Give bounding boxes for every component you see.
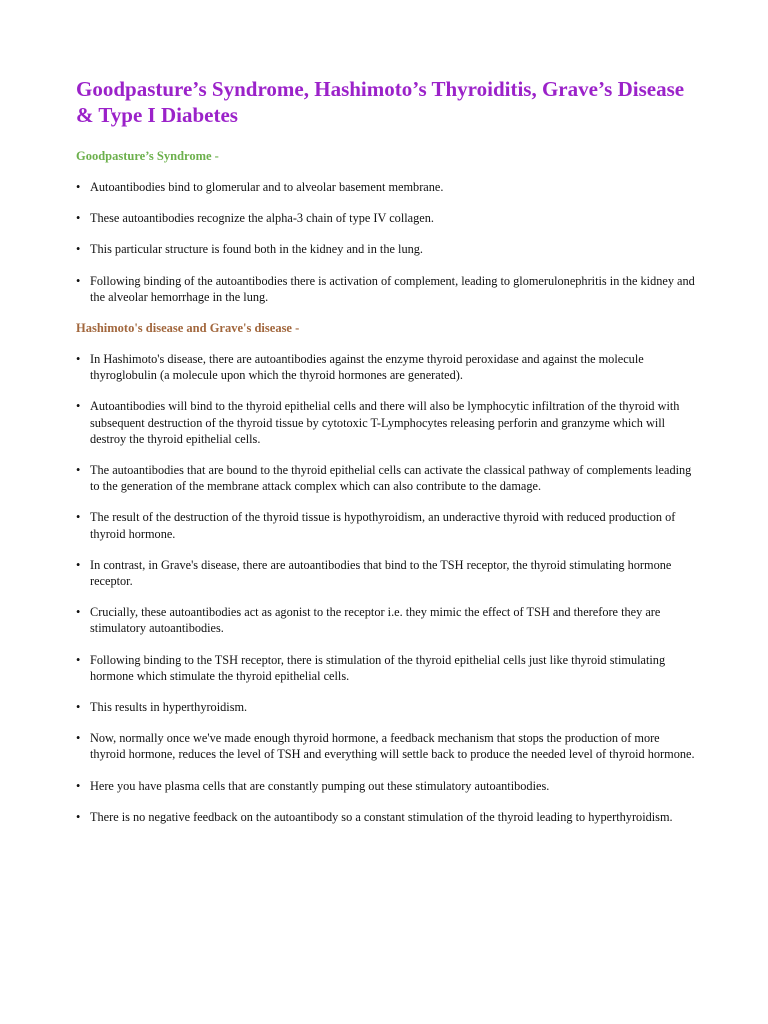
document-title: Goodpasture’s Syndrome, Hashimoto’s Thyroiditis, Grave’s Disease & Type I Diabetes <box>76 77 685 127</box>
bullet-point-icon: • <box>76 700 81 715</box>
list-item-text: In Hashimoto's disease, there are autoantibodies against the enzyme thyroid peroxidase and against the molecule thyroglobulin (a molecule upon which the thyroid hormones are generated). <box>90 352 644 383</box>
list-item-text: Crucially, these autoantibodies act as agonist to the receptor i.e. they mimic the effect of TSH and therefore they are stimulatory autoantibodies. <box>90 605 661 636</box>
section-heading-hashimoto-and-graves: Hashimoto's disease and Grave's disease - <box>76 321 300 336</box>
list-item <box>76 604 698 636</box>
bullet-point-icon: • <box>76 557 81 572</box>
list-item <box>76 210 698 226</box>
list-item <box>76 462 698 494</box>
list-item <box>76 652 698 684</box>
list-item <box>76 179 698 195</box>
list-item-text: The autoantibodies that are bound to the thyroid epithelial cells can activate the classical pathway of complements leading to the generation of the membrane attack complex which can also contribute to the damage. <box>90 463 692 494</box>
bullet-point-icon: • <box>76 399 81 414</box>
list-item-text: This particular structure is found both in the kidney and in the lung. <box>90 242 423 257</box>
bullet-point-icon: • <box>76 463 81 478</box>
list-item-text: These autoantibodies recognize the alpha-3 chain of type IV collagen. <box>90 211 434 226</box>
list-item <box>76 241 698 257</box>
thyroid-bullet-list <box>76 351 698 825</box>
list-item-text: In contrast, in Grave's disease, there are autoantibodies that bind to the TSH receptor, the thyroid stimulating hormone receptor. <box>90 557 672 589</box>
bullet-point-icon: • <box>76 180 81 194</box>
list-item-text: Autoantibodies will bind to the thyroid epithelial cells and there will also be lymphocytic infiltration of the thyroid with subsequent destruction of the thyroid tissue by cytotoxic T-Lymphocytes releasing perforin and granzyme which will destroy the thyroid epithelial cells. <box>90 399 680 446</box>
section-heading-goodpastures-syndrome: Goodpasture’s Syndrome - <box>76 149 219 163</box>
bullet-point-icon: • <box>76 242 81 257</box>
goodpasture-bullet-list <box>76 179 698 305</box>
list-item <box>76 557 698 589</box>
list-item <box>76 809 698 825</box>
list-item <box>76 398 698 447</box>
list-item-text: Here you have plasma cells that are constantly pumping out these stimulatory autoantibodies. <box>90 778 550 793</box>
list-item-text: This results in hyperthyroidism. <box>90 700 248 715</box>
list-item-text: Now, normally once we've made enough thyroid hormone, a feedback mechanism that stops the production of more thyroid hormone, reduces the level of TSH and everything will settle back to produce the needed level of thyroid hormone. <box>90 731 695 762</box>
list-item-text: There is no negative feedback on the autoantibody so a constant stimulation of the thyroid leading to hyperthyroidism. <box>90 809 673 824</box>
list-item-text: Following binding of the autoantibodies there is activation of complement, leading to glomerulonephritis in the kidney and the alveolar hemorrhage in the lung. <box>90 273 695 304</box>
bullet-point-icon: • <box>76 778 81 793</box>
list-item-text: The result of the destruction of the thyroid tissue is hypothyroidism, an underactive thyroid with reduced production of thyroid hormone. <box>90 510 676 541</box>
list-item <box>76 509 698 541</box>
list-item <box>76 273 698 305</box>
bullet-point-icon: • <box>76 731 81 746</box>
list-item <box>76 351 698 383</box>
bullet-point-icon: • <box>76 652 81 667</box>
bullet-point-icon: • <box>76 211 81 226</box>
bullet-point-icon: • <box>76 809 81 824</box>
list-item <box>76 778 698 794</box>
list-item-text: Following binding to the TSH receptor, there is stimulation of the thyroid epithelial cells just like thyroid stimulating hormone which stimulate the thyroid epithelial cells. <box>90 652 666 683</box>
bullet-point-icon: • <box>76 273 81 288</box>
list-item-text: Autoantibodies bind to glomerular and to alveolar basement membrane. <box>90 180 444 194</box>
list-item <box>76 730 698 762</box>
list-item <box>76 699 698 715</box>
bullet-point-icon: • <box>76 605 81 620</box>
bullet-point-icon: • <box>76 352 81 367</box>
bullet-point-icon: • <box>76 510 81 525</box>
